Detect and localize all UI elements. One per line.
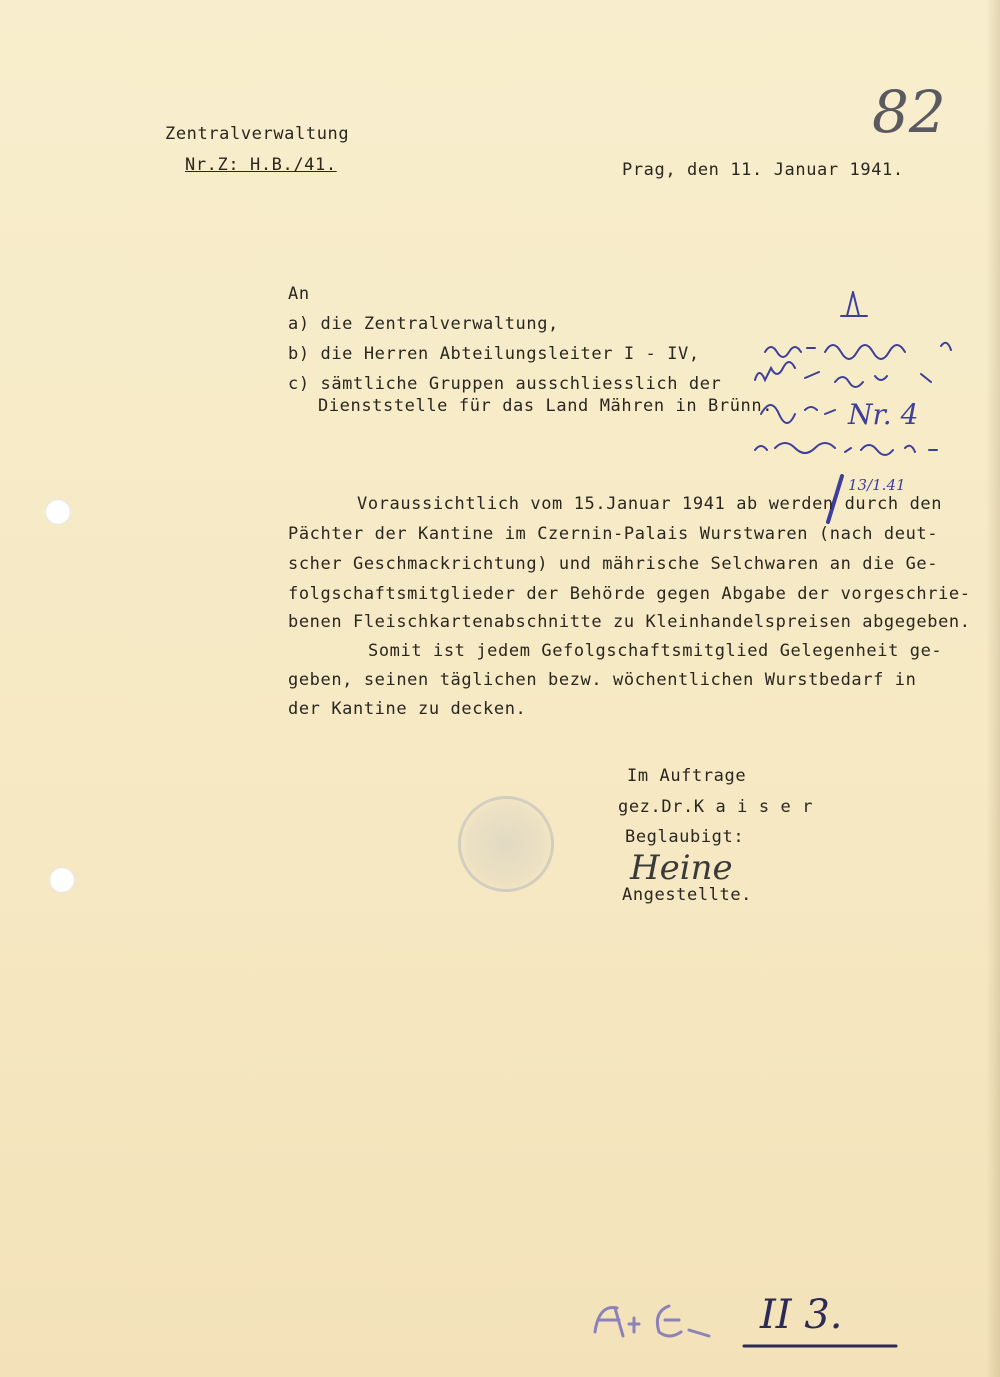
bottom-underline bbox=[740, 1340, 900, 1352]
reference-number: Nr.Z: H.B./41. bbox=[185, 155, 337, 175]
bottom-stamp-marks bbox=[585, 1290, 725, 1350]
office-name: Zentralverwaltung bbox=[165, 124, 350, 144]
closing-role: Angestellte. bbox=[622, 885, 753, 905]
body-line-5: benen Fleischkartenabschnitte zu Kleinhandelspreisen abgegeben. bbox=[288, 612, 971, 632]
recipient-c-line1: c) sämtliche Gruppen ausschliesslich der bbox=[288, 374, 722, 394]
bottom-annotation: II 3. bbox=[760, 1292, 843, 1338]
page-number: 82 bbox=[872, 78, 946, 146]
recipient-c-line2: Dienststelle für das Land Mähren in Brünn. bbox=[318, 396, 774, 416]
body-line-2: Pächter der Kantine im Czernin-Palais Wurstwaren (nach deut- bbox=[288, 524, 939, 544]
paper-edge-shadow bbox=[986, 0, 1000, 1377]
body-line-8: der Kantine zu decken. bbox=[288, 699, 527, 719]
punch-hole-top bbox=[45, 499, 71, 525]
marginal-annotation-number: Nr. 4 bbox=[848, 398, 919, 431]
faint-seal-stamp bbox=[458, 796, 554, 892]
body-line-6: Somit ist jedem Gefolgschaftsmitglied Gelegenheit ge- bbox=[368, 641, 943, 661]
handwritten-signature: Heine bbox=[630, 848, 733, 888]
punch-hole-bottom bbox=[49, 867, 75, 893]
marginal-annotation-scribble bbox=[745, 282, 975, 472]
body-line-4: folgschaftsmitglieder der Behörde gegen Abgabe der vorgeschrie- bbox=[288, 584, 971, 604]
date-mark: 13/1.41 bbox=[848, 476, 906, 494]
recipient-b: b) die Herren Abteilungsleiter I - IV, bbox=[288, 344, 700, 364]
body-line-3: scher Geschmackrichtung) und mährische Selchwaren an die Ge- bbox=[288, 554, 939, 574]
closing-certified: Beglaubigt: bbox=[625, 827, 745, 847]
place-date: Prag, den 11. Januar 1941. bbox=[622, 160, 904, 180]
body-line-7: geben, seinen täglichen bezw. wöchentlichen Wurstbedarf in bbox=[288, 670, 917, 690]
closing-order: Im Auftrage bbox=[627, 766, 747, 786]
closing-signed: gez.Dr.K a i s e r bbox=[618, 797, 814, 817]
body-line-1: Voraussichtlich vom 15.Januar 1941 ab werden durch den bbox=[357, 494, 943, 514]
recipient-a: a) die Zentralverwaltung, bbox=[288, 314, 559, 334]
recipients-intro: An bbox=[288, 284, 310, 304]
